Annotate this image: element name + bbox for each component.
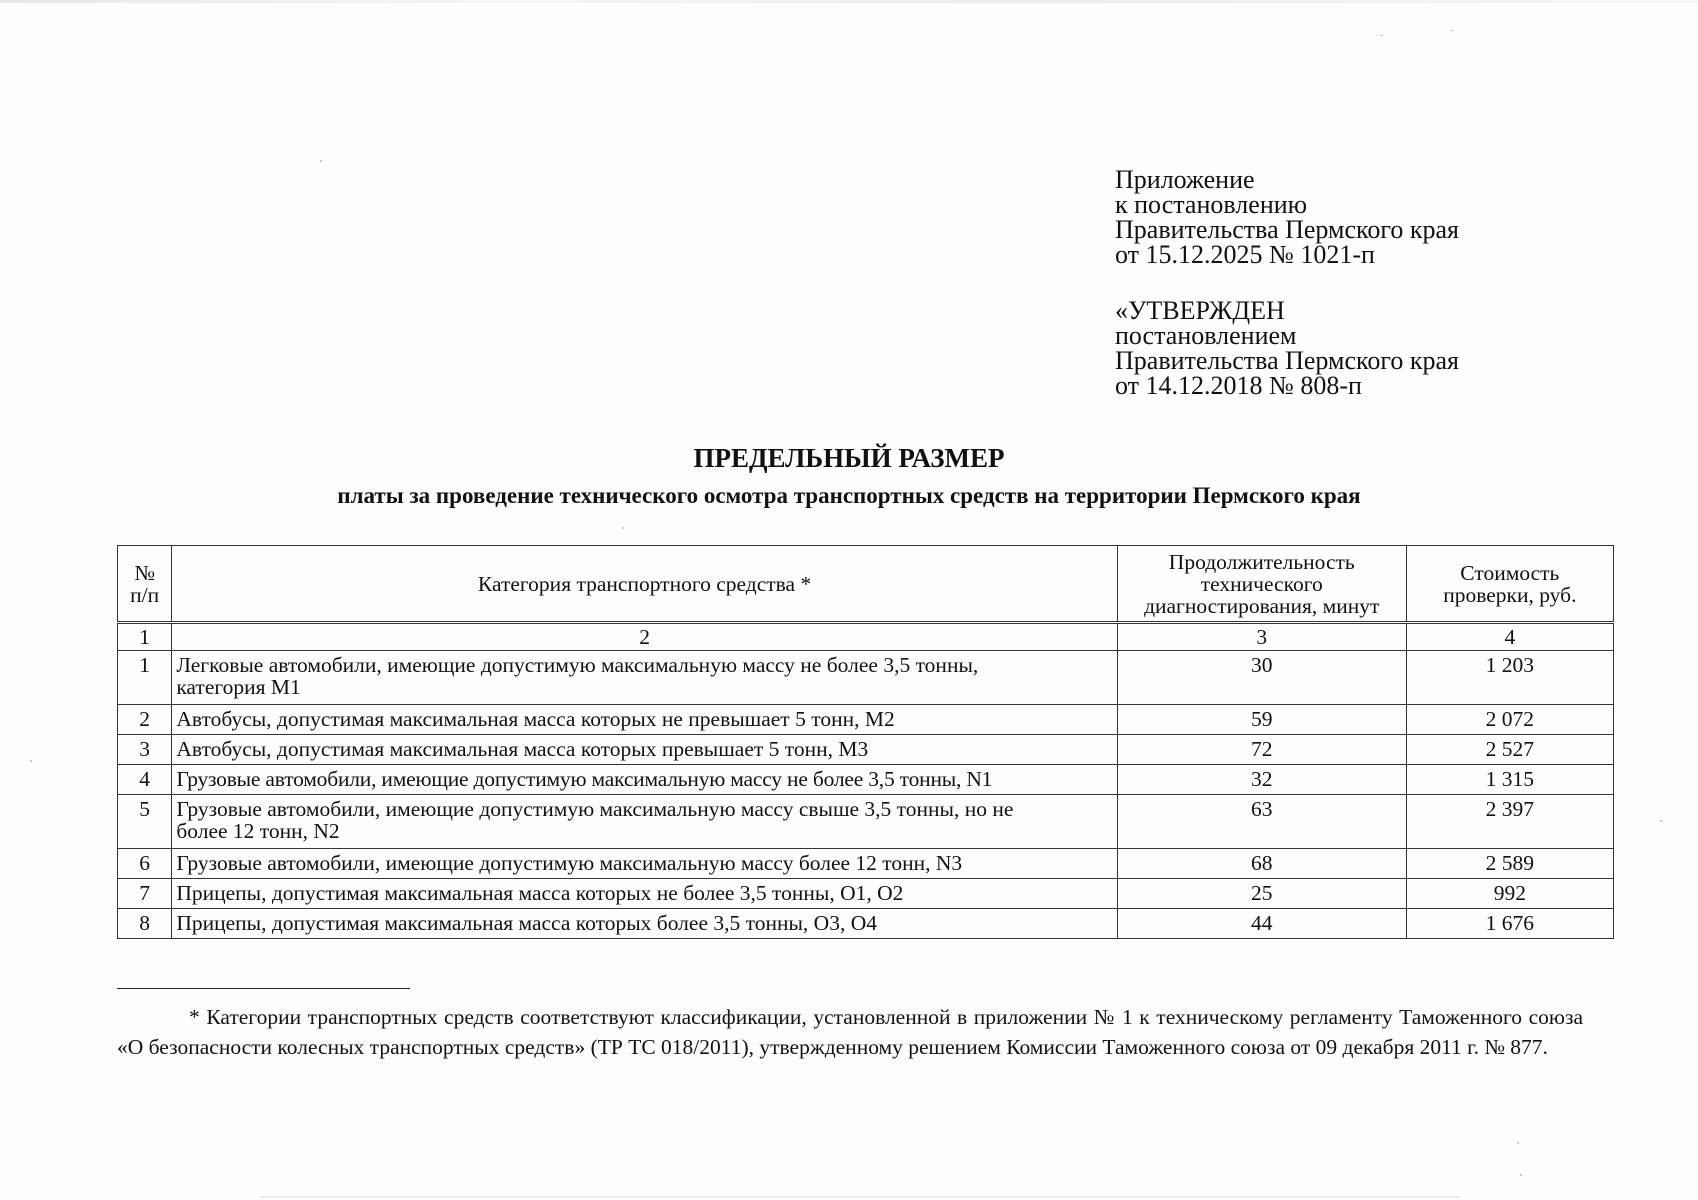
table-row	[118, 909, 1614, 939]
row-duration: 32	[1117, 765, 1406, 795]
row-num: 3	[118, 735, 172, 765]
fee-table	[117, 545, 1614, 939]
footnote-text: * Категории транспортных средств соответствуют классификации, установленной в приложении № 1 к техническому регламенту Таможенного союза «О безопасности колесных транспортных средств» (ТР ТС 018/2011), утвержденному решением Комиссии Таможенного союза от 09 декабря 2011 г. № 877.	[117, 1005, 1583, 1059]
column-number: 1	[118, 623, 172, 651]
table-row	[118, 879, 1614, 909]
row-num: 4	[118, 765, 172, 795]
header-num: № п/п	[118, 546, 172, 623]
header-category: Категория транспортного средства *	[172, 546, 1118, 623]
footnote	[117, 1002, 1583, 1062]
row-duration: 25	[1117, 879, 1406, 909]
appendix-line: Правительства Пермского края	[1115, 215, 1459, 244]
scan-edge-bottom	[260, 1196, 1460, 1198]
row-cost: 1 676	[1406, 909, 1613, 939]
appendix-line: от 15.12.2025 № 1021-п	[1115, 240, 1375, 269]
approved-line: Правительства Пермского края	[1115, 346, 1459, 375]
row-duration: 68	[1117, 849, 1406, 879]
table-row	[118, 705, 1614, 735]
row-duration: 72	[1117, 735, 1406, 765]
row-duration: 59	[1117, 705, 1406, 735]
row-num: 1	[118, 651, 172, 705]
approved-line: от 14.12.2018 № 808-п	[1115, 371, 1362, 400]
row-category: Грузовые автомобили, имеющие допустимую максимальную массу не более 3,5 тонны, N1	[172, 765, 1118, 795]
column-number: 2	[172, 623, 1118, 651]
header-duration: Продолжительность технического диагностирования, минут	[1117, 546, 1406, 623]
row-category: Легковые автомобили, имеющие допустимую максимальную массу не более 3,5 тонны, категория M1	[172, 651, 1118, 705]
row-num: 5	[118, 795, 172, 849]
column-number: 4	[1406, 623, 1613, 651]
row-cost: 2 397	[1406, 795, 1613, 849]
row-category: Автобусы, допустимая максимальная масса которых не превышает 5 тонн, M2	[172, 705, 1118, 735]
row-cost: 1 315	[1406, 765, 1613, 795]
table-row	[118, 651, 1614, 705]
approved-line: «УТВЕРЖДЕН	[1115, 296, 1285, 325]
appendix-line: к постановлению	[1115, 190, 1308, 219]
column-number: 3	[1117, 623, 1406, 651]
table-row	[118, 765, 1614, 795]
row-category: Автобусы, допустимая максимальная масса которых превышает 5 тонн, M3	[172, 735, 1118, 765]
column-number-row	[118, 623, 1614, 651]
approved-header	[1115, 298, 1459, 398]
header-cost: Стоимость проверки, руб.	[1406, 546, 1613, 623]
table-row	[118, 795, 1614, 849]
row-cost: 2 589	[1406, 849, 1613, 879]
row-num: 7	[118, 879, 172, 909]
row-category: Грузовые автомобили, имеющие допустимую максимальную массу свыше 3,5 тонны, но не более 12 тонн, N2	[172, 795, 1118, 849]
row-cost: 2 527	[1406, 735, 1613, 765]
row-cost: 992	[1406, 879, 1613, 909]
row-num: 8	[118, 909, 172, 939]
document-title: ПРЕДЕЛЬНЫЙ РАЗМЕР	[693, 443, 1005, 473]
approved-line: постановлением	[1115, 321, 1297, 350]
table-header-row	[118, 546, 1614, 623]
document-subtitle: платы за проведение технического осмотра транспортных средств на территории Пермского края	[337, 483, 1361, 508]
appendix-header	[1115, 167, 1459, 267]
row-cost: 2 072	[1406, 705, 1613, 735]
row-num: 6	[118, 849, 172, 879]
table-row	[118, 849, 1614, 879]
row-duration: 30	[1117, 651, 1406, 705]
row-duration: 63	[1117, 795, 1406, 849]
row-cost: 1 203	[1406, 651, 1613, 705]
row-category: Прицепы, допустимая максимальная масса которых более 3,5 тонны, O3, O4	[172, 909, 1118, 939]
table-row	[118, 735, 1614, 765]
row-category: Грузовые автомобили, имеющие допустимую максимальную массу более 12 тонн, N3	[172, 849, 1118, 879]
row-num: 2	[118, 705, 172, 735]
row-category: Прицепы, допустимая максимальная масса которых не более 3,5 тонны, O1, O2	[172, 879, 1118, 909]
row-duration: 44	[1117, 909, 1406, 939]
footnote-separator	[117, 988, 410, 989]
appendix-line: Приложение	[1115, 165, 1255, 194]
scan-edge-top	[0, 0, 1698, 3]
